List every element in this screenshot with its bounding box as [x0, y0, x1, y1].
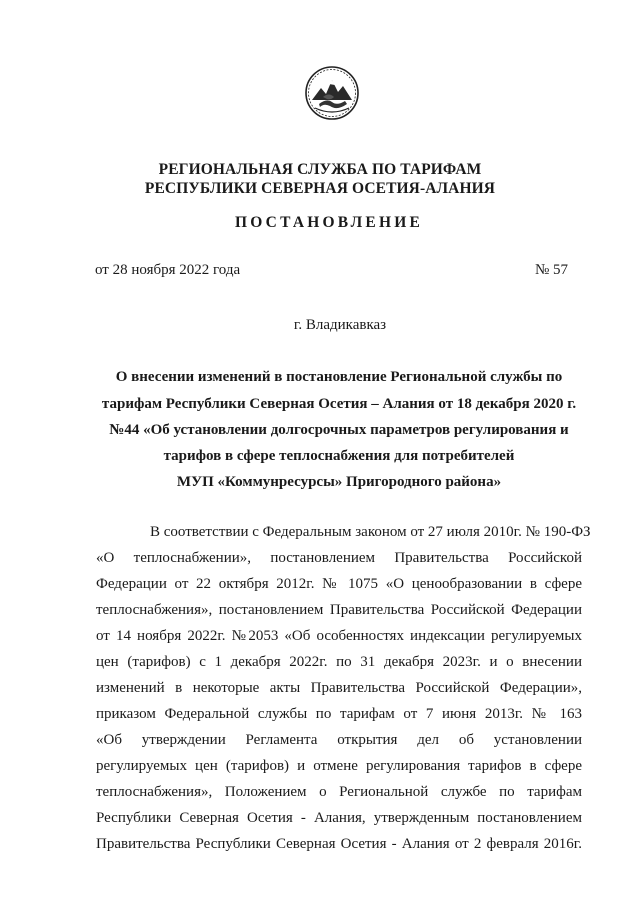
- body-line: теплоснабжения», постановлением Правительства Российской Федерации: [96, 602, 582, 618]
- body-line: «Об утверждении Регламента открытия дел об установлении: [96, 732, 582, 748]
- body-line: В соответствии с Федеральным законом от 27 июля 2010г. № 190-ФЗ: [150, 524, 591, 540]
- subject-line: МУП «Коммунресурсы» Пригородного района»: [176, 474, 502, 490]
- document-number: № 57: [534, 262, 568, 278]
- organization-name-line2: РЕСПУБЛИКИ СЕВЕРНАЯ ОСЕТИЯ-АЛАНИЯ: [144, 180, 496, 197]
- body-line: приказом Федеральной службы по тарифам от 7 июня 2013г. № 163: [96, 706, 582, 722]
- coat-of-arms-icon: [303, 64, 361, 122]
- subject-line: тарифам Республики Северная Осетия – Алания от 18 декабря 2020 г.: [101, 396, 577, 412]
- body-line: «О теплоснабжении», постановлением Правительства Российской: [96, 550, 582, 566]
- body-line: Правительства Республики Северная Осетия - Алания от 2 февраля 2016г.: [96, 836, 582, 852]
- body-line: изменений в некоторые акты Правительства Российской Федерации»,: [96, 680, 582, 696]
- subject-line: №44 «Об установлении долгосрочных параметров регулирования и: [109, 422, 569, 438]
- document-type: ПОСТАНОВЛЕНИЕ: [234, 214, 424, 231]
- body-line: Федерации от 22 октября 2012г. № 1075 «О ценообразовании в сфере: [96, 576, 582, 592]
- organization-name-line1: РЕГИОНАЛЬНАЯ СЛУЖБА ПО ТАРИФАМ: [158, 161, 482, 178]
- subject-line: тарифов в сфере теплоснабжения для потребителей: [163, 448, 515, 464]
- body-line: цен (тарифов) с 1 декабря 2022г. по 31 декабря 2023г. и о внесении: [96, 654, 582, 670]
- subject-line: О внесении изменений в постановление Региональной службы по: [115, 369, 563, 385]
- document-city: г. Владикавказ: [293, 317, 387, 333]
- document-date: от 28 ноября 2022 года: [95, 262, 241, 278]
- body-line: теплоснабжения», Положением о Региональной службе по тарифам: [96, 784, 582, 800]
- body-line: регулируемых цен (тарифов) и отмене регулирования тарифов в сфере: [96, 758, 582, 774]
- body-line: Республики Северная Осетия - Алания, утвержденным постановлением: [96, 810, 582, 826]
- body-line: от 14 ноября 2022г. №2053 «Об особенностях индексации регулируемых: [96, 628, 582, 644]
